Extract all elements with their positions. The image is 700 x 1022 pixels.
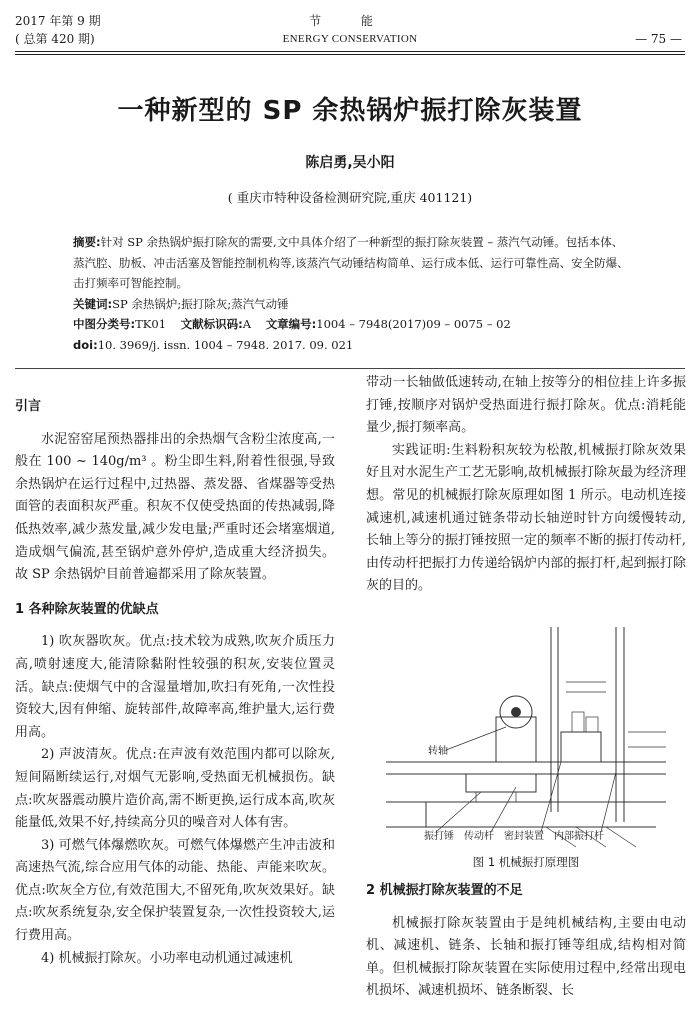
doi-label: doi: bbox=[73, 337, 98, 352]
doi-line bbox=[73, 335, 633, 356]
paper-authors: 陈启勇,吴小阳 bbox=[305, 155, 395, 171]
article-number-value: 1004 – 7948(2017)09 – 0075 – 02 bbox=[316, 317, 511, 331]
label-inner-rod: 内部振打杆 bbox=[554, 831, 604, 842]
abstract-text: 针对 SP 余热锅炉振打除灰的需要,文中具体介绍了一种新型的振打除灰装置 – 蒸汽气动锤。包括本体、蒸汽腔、肋板、冲击活塞及智能控制机构等,该蒸汽气动锤结构简单、运行成本低、运行可靠性高、安全防爆、击打频率可智能控制。 bbox=[73, 235, 629, 290]
label-seal: 密封装置 bbox=[504, 831, 544, 842]
header-rule bbox=[15, 51, 685, 52]
mechanism-diagram bbox=[366, 622, 686, 852]
paragraph-mechanical: 4) 机械振打除灰。小功率电动机通过减速机 bbox=[41, 950, 293, 966]
classification-line bbox=[73, 314, 633, 335]
keywords-text: SP 余热锅炉;振打除灰;蒸汽气动锤 bbox=[112, 296, 289, 311]
issue-number: 2017 年第 9 期 bbox=[15, 14, 101, 28]
clc-value: TK01 bbox=[135, 317, 167, 331]
left-column bbox=[15, 384, 335, 970]
right-column-lower bbox=[366, 880, 686, 1003]
paragraph-acoustic: 2) 声波清灰。优点:在声波有效范围内都可以除灰,短间隔断续运行,对烟气无影响,受热面无机械损伤。缺点:吹灰器震动膜片造价高,需不断更换,运行成本高,吹灰能量低,效果不好,持续高分贝的噪音对人体有害。 bbox=[15, 747, 335, 831]
journal-name-cn: 节 能 bbox=[309, 14, 391, 28]
page-number: — 75 — bbox=[635, 32, 682, 46]
clc-label: 中图分类号: bbox=[73, 317, 136, 331]
paper-title: 一种新型的 SP 余热锅炉振打除灰装置 bbox=[117, 96, 583, 126]
keywords-label: 关键词: bbox=[73, 296, 113, 311]
journal-name-en: ENERGY CONSERVATION bbox=[282, 33, 418, 45]
abstract-label: 摘要: bbox=[73, 235, 101, 249]
abstract bbox=[73, 232, 633, 294]
doc-code-value: A bbox=[242, 317, 252, 331]
total-issue: ( 总第 420 期) bbox=[15, 32, 95, 46]
article-number-label: 文章编号: bbox=[265, 317, 317, 331]
paragraph-mechanical-cont: 带动一长轴做低速转动,在轴上按等分的相位挂上许多振打锤,按顺序对锅炉受热面进行振打除灰。优点:消耗能量少,振打频率高。 bbox=[366, 375, 686, 436]
doc-code-label: 文献标识码: bbox=[180, 317, 243, 331]
intro-paragraph: 水泥窑窑尾预热器排出的余热烟气含粉尘浓度高,一般在 100 ~ 140g/m³ 。粉尘即生料,附着性很强,导致余热锅炉在运行过程中,过热器、蒸发器、省煤器等受热面管的表面积灰严重。积灰不仅使受热面的传热减弱,降低热效率,减少蒸发量,减少发电量;严重时还会堵塞烟道,造成烟气偏流,甚至锅炉意外停炉,造成重大经济损失。故 SP 余热锅炉目前普遍都采用了除灰装置。 bbox=[15, 431, 335, 583]
paragraph-shortcomings: 机械振打除灰装置由于是纯机械结构,主要由电动机、减速机、链条、长轴和振打锤等组成,结构相对简单。但机械振打除灰装置在实际使用过程中,经常出现电机损坏、减速机损坏、链条断裂、长 bbox=[366, 915, 686, 999]
running-header-center bbox=[0, 12, 700, 48]
paragraph-sootblower: 1) 吹灰器吹灰。优点:技术较为成熟,吹灰介质压力高,喷射速度大,能清除黏附性较强的积灰,安装位置灵活。缺点:使烟气中的含湿量增加,吹扫有死角,一次性投资较大,因有伸缩、旋转部件,故障率高,维护量大,运行费用高。 bbox=[15, 634, 335, 740]
abstract-separator bbox=[15, 368, 685, 369]
intro-heading: 引言 bbox=[15, 399, 42, 414]
figure-1 bbox=[366, 622, 686, 872]
keywords bbox=[73, 294, 633, 315]
section-1-heading: 1 各种除灰装置的优缺点 bbox=[15, 601, 159, 617]
label-hammer: 振打锤 bbox=[424, 831, 454, 842]
paper-affiliation: ( 重庆市特种设备检测研究院,重庆 401121) bbox=[227, 190, 473, 205]
figure-caption: 图 1 机械振打原理图 bbox=[472, 855, 580, 869]
doi-value: 10. 3969/j. issn. 1004 – 7948. 2017. 09. 021 bbox=[97, 337, 354, 352]
right-column bbox=[366, 372, 686, 598]
label-rod: 传动杆 bbox=[464, 831, 494, 842]
paragraph-practice: 实践证明:生料粉积灰较为松散,机械振打除灰效果好且对水泥生产工艺无影响,故机械振打除灰最为经济理想。常见的机械振打除灰原理如图 1 所示。电动机连接减速机,减速机通过链条带动长轴逆时针方向缓慢转动,长轴上等分的振打锤按照一定的频率不断的振打传动杆,由传动杆把振打力传递给锅炉内部的振打杆,起到振打除灰的目的。 bbox=[366, 442, 686, 594]
label-shaft: 转轴 bbox=[428, 746, 448, 757]
paragraph-deflagration: 3) 可燃气体爆燃吹灰。可燃气体爆燃产生冲击波和高速热气流,综合应用气体的动能、热能、声能来吹灰。优点:吹灰全方位,有效范围大,不留死角,吹灰效果好。缺点:吹灰系统复杂,安全保护装置复杂,一次性投资较大,运行费用高。 bbox=[15, 837, 335, 944]
section-2-heading: 2 机械振打除灰装置的不足 bbox=[366, 883, 523, 898]
abstract-block bbox=[73, 232, 633, 355]
header-rule-thin bbox=[15, 54, 685, 55]
